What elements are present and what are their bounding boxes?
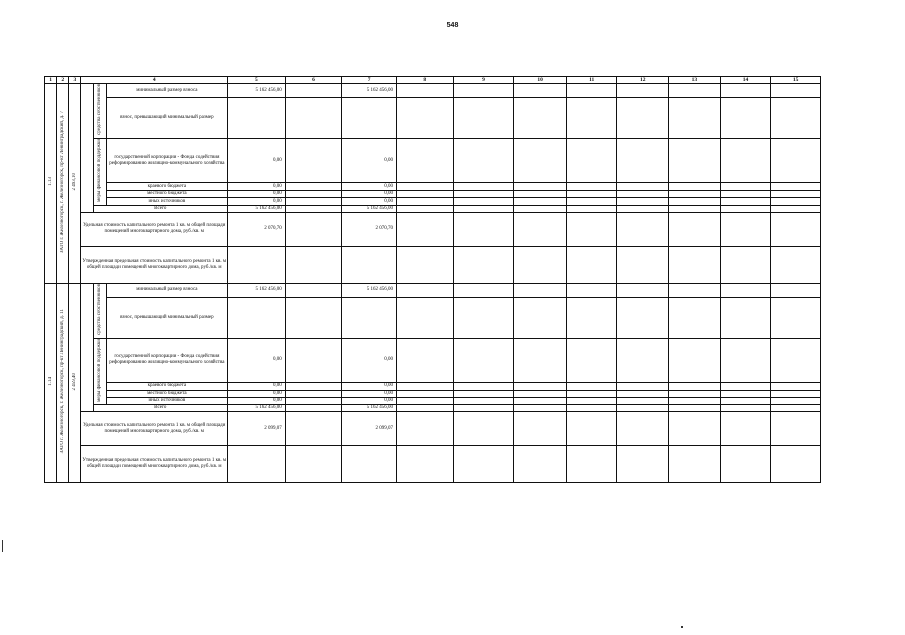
col-header: 3 (69, 77, 81, 84)
empty-cell (720, 205, 771, 212)
empty-cell (669, 190, 721, 197)
empty-cell (396, 446, 453, 483)
empty-cell (396, 246, 453, 283)
empty-cell (669, 183, 721, 190)
empty-cell (617, 446, 669, 483)
funding-spacer (81, 283, 93, 412)
value-col5 (228, 297, 286, 338)
empty-cell (514, 405, 567, 412)
funding-spacer (81, 84, 93, 213)
value-col7: 5 162 456,00 (342, 84, 397, 98)
block-row (45, 84, 821, 98)
empty-cell (453, 412, 514, 446)
own-funds-group: средства собственников (96, 283, 102, 335)
empty-cell (771, 84, 821, 98)
empty-cell (771, 98, 821, 139)
empty-cell (617, 246, 669, 283)
row-label-fund: государственной корпорации - Фонда содействия реформированию жилищно-коммунального хозяйства (106, 338, 227, 383)
empty-cell (453, 212, 514, 246)
column-number-row (45, 77, 821, 84)
own-funds-group-cell (93, 283, 106, 338)
block-row (45, 183, 821, 190)
block-row (45, 383, 821, 390)
empty-cell (396, 84, 453, 98)
empty-cell (771, 138, 821, 183)
empty-cell (453, 405, 514, 412)
empty-cell (453, 84, 514, 98)
value-col7 (342, 446, 397, 483)
empty-cell (285, 198, 342, 205)
empty-cell (669, 246, 721, 283)
empty-cell (669, 405, 721, 412)
empty-cell (514, 297, 567, 338)
value-col7: 5 162 456,00 (342, 405, 397, 412)
col-header: 1 (45, 77, 57, 84)
empty-cell (514, 212, 567, 246)
value-col5: 0,00 (228, 183, 286, 190)
empty-cell (771, 338, 821, 383)
empty-cell (566, 283, 617, 297)
value-col5: 0,00 (228, 390, 286, 397)
support-group-cell (93, 138, 106, 205)
value-col7: 5 162 456,00 (342, 283, 397, 297)
empty-cell (396, 398, 453, 405)
empty-cell (396, 212, 453, 246)
value-col7: 0,00 (342, 398, 397, 405)
empty-cell (396, 138, 453, 183)
empty-cell (720, 198, 771, 205)
empty-cell (771, 246, 821, 283)
empty-cell (396, 390, 453, 397)
empty-cell (514, 205, 567, 212)
value-col7: 0,00 (342, 390, 397, 397)
empty-cell (617, 405, 669, 412)
block-row (45, 138, 821, 183)
value-col7 (342, 246, 397, 283)
block-row (45, 297, 821, 338)
empty-cell (453, 190, 514, 197)
empty-cell (617, 297, 669, 338)
house-address: ЗАТО г. Железногорск, г. Железногорск, пр-кт Ленинградский, д. 11 (59, 309, 65, 454)
empty-cell (514, 98, 567, 139)
row-label-min_fee: минимальный размер взноса (106, 84, 227, 98)
empty-cell (514, 246, 567, 283)
empty-cell (514, 390, 567, 397)
empty-cell (514, 383, 567, 390)
row-label-local: местного бюджета (106, 390, 227, 397)
empty-cell (285, 190, 342, 197)
empty-cell (771, 398, 821, 405)
empty-cell (285, 338, 342, 383)
value-col5: 0,00 (228, 398, 286, 405)
empty-cell (617, 190, 669, 197)
col-header: 5 (228, 77, 286, 84)
empty-cell (514, 283, 567, 297)
value-col7: 0,00 (342, 183, 397, 190)
value-col5: 5 162 456,00 (228, 84, 286, 98)
empty-cell (617, 84, 669, 98)
empty-cell (566, 338, 617, 383)
support-group: меры финансовой поддержки (96, 338, 102, 402)
empty-cell (617, 205, 669, 212)
row-label-fund: государственной корпорации - Фонда содействия реформированию жилищно-коммунального хозяйства (106, 138, 227, 183)
empty-cell (617, 390, 669, 397)
empty-cell (396, 283, 453, 297)
empty-cell (285, 412, 342, 446)
value-col5: 2 070,70 (228, 212, 286, 246)
block-row (45, 246, 821, 283)
value-col5: 0,00 (228, 383, 286, 390)
empty-cell (514, 412, 567, 446)
empty-cell (285, 405, 342, 412)
value-col7: 5 162 456,00 (342, 205, 397, 212)
empty-cell (617, 338, 669, 383)
empty-cell (396, 183, 453, 190)
empty-cell (669, 283, 721, 297)
empty-cell (617, 412, 669, 446)
col-header: 2 (57, 77, 69, 84)
empty-cell (566, 212, 617, 246)
empty-cell (720, 398, 771, 405)
item-number-cell (45, 283, 57, 483)
empty-cell (285, 283, 342, 297)
block-row (45, 283, 821, 297)
empty-cell (771, 405, 821, 412)
empty-cell (285, 446, 342, 483)
value-col7 (342, 98, 397, 139)
value-col5: 5 162 456,00 (228, 283, 286, 297)
empty-cell (720, 338, 771, 383)
empty-cell (771, 198, 821, 205)
empty-cell (720, 84, 771, 98)
capital-repair-table (44, 76, 821, 483)
empty-cell (396, 383, 453, 390)
row-label-excess_fee: взнос, превышающий минимальный размер (106, 297, 227, 338)
address-cell (57, 84, 69, 284)
empty-cell (514, 198, 567, 205)
empty-cell (771, 183, 821, 190)
value-col7: 2 099,07 (342, 412, 397, 446)
empty-cell (453, 205, 514, 212)
block-row (45, 205, 821, 212)
row-label-min_fee: минимальный размер взноса (106, 283, 227, 297)
empty-cell (720, 98, 771, 139)
col-header: 8 (396, 77, 453, 84)
block-row (45, 98, 821, 139)
row-label-local: местного бюджета (106, 190, 227, 197)
empty-cell (453, 198, 514, 205)
empty-cell (669, 98, 721, 139)
col-header: 13 (669, 77, 721, 84)
empty-cell (285, 84, 342, 98)
support-group-cell (93, 338, 106, 405)
value-col5: 0,00 (228, 190, 286, 197)
empty-cell (453, 138, 514, 183)
empty-cell (617, 398, 669, 405)
support-group: меры финансовой поддержки (96, 138, 102, 202)
row-label-total: Всего (93, 205, 228, 212)
row-label-excess_fee: взнос, превышающий минимальный размер (106, 98, 227, 139)
own-funds-group-cell (93, 84, 106, 139)
col-header: 15 (771, 77, 821, 84)
empty-cell (669, 338, 721, 383)
row-label-specific_cost: Удельная стоимость капитального ремонта 1 кв. м общей площади помещений многоквартирного дома, руб./кв. м (81, 412, 228, 446)
col-header: 4 (81, 77, 228, 84)
block-row (45, 398, 821, 405)
empty-cell (453, 338, 514, 383)
empty-cell (617, 198, 669, 205)
empty-cell (285, 183, 342, 190)
empty-cell (617, 383, 669, 390)
empty-cell (720, 390, 771, 397)
row-label-max_cost: Утвержденная предельная стоимость капитального ремонта 1 кв. м общей площади помещений многоквартирного дома, руб./кв. м (81, 246, 228, 283)
value-col7: 0,00 (342, 138, 397, 183)
empty-cell (720, 405, 771, 412)
empty-cell (514, 190, 567, 197)
col-header: 10 (514, 77, 567, 84)
empty-cell (396, 205, 453, 212)
empty-cell (669, 297, 721, 338)
empty-cell (566, 198, 617, 205)
empty-cell (453, 98, 514, 139)
house-area: 2 493,10 (71, 173, 77, 191)
empty-cell (669, 212, 721, 246)
empty-cell (720, 183, 771, 190)
value-col7: 2 070,70 (342, 212, 397, 246)
block-row (45, 212, 821, 246)
empty-cell (285, 212, 342, 246)
empty-cell (617, 98, 669, 139)
value-col5: 5 162 456,00 (228, 405, 286, 412)
area-cell (69, 84, 81, 284)
item-number: 1.14 (47, 377, 53, 386)
empty-cell (285, 98, 342, 139)
row-label-regional: краевого бюджета (106, 183, 227, 190)
house-area: 2 459,40 (71, 372, 77, 391)
empty-cell (669, 138, 721, 183)
empty-cell (396, 338, 453, 383)
empty-cell (617, 183, 669, 190)
empty-cell (566, 383, 617, 390)
empty-cell (669, 198, 721, 205)
block-row (45, 412, 821, 446)
value-col5 (228, 98, 286, 139)
value-col7: 0,00 (342, 383, 397, 390)
empty-cell (566, 412, 617, 446)
empty-cell (669, 398, 721, 405)
empty-cell (771, 212, 821, 246)
empty-cell (617, 138, 669, 183)
empty-cell (720, 446, 771, 483)
block-row (45, 338, 821, 383)
empty-cell (720, 212, 771, 246)
empty-cell (566, 297, 617, 338)
scan-mark (2, 540, 3, 552)
col-header: 12 (617, 77, 669, 84)
empty-cell (566, 183, 617, 190)
row-label-regional: краевого бюджета (106, 383, 227, 390)
value-col5: 0,00 (228, 338, 286, 383)
item-number-cell (45, 84, 57, 284)
empty-cell (285, 390, 342, 397)
col-header: 9 (453, 77, 514, 84)
empty-cell (285, 138, 342, 183)
address-cell (57, 283, 69, 483)
empty-cell (453, 390, 514, 397)
empty-cell (566, 84, 617, 98)
empty-cell (566, 190, 617, 197)
empty-cell (617, 212, 669, 246)
page-number: 548 (446, 22, 459, 29)
empty-cell (720, 246, 771, 283)
empty-cell (720, 383, 771, 390)
empty-cell (453, 283, 514, 297)
empty-cell (771, 297, 821, 338)
empty-cell (771, 390, 821, 397)
empty-cell (285, 205, 342, 212)
empty-cell (720, 283, 771, 297)
empty-cell (453, 246, 514, 283)
empty-cell (669, 412, 721, 446)
value-col7: 0,00 (342, 338, 397, 383)
value-col7: 0,00 (342, 190, 397, 197)
item-number: 1.13 (47, 177, 53, 187)
empty-cell (396, 98, 453, 139)
col-header: 11 (566, 77, 617, 84)
value-col5 (228, 446, 286, 483)
empty-cell (566, 205, 617, 212)
empty-cell (396, 412, 453, 446)
empty-cell (771, 205, 821, 212)
empty-cell (720, 190, 771, 197)
empty-cell (514, 398, 567, 405)
block-row (45, 446, 821, 483)
empty-cell (566, 390, 617, 397)
value-col5: 2 099,07 (228, 412, 286, 446)
col-header: 14 (720, 77, 771, 84)
empty-cell (514, 138, 567, 183)
empty-cell (514, 338, 567, 383)
empty-cell (771, 446, 821, 483)
empty-cell (720, 297, 771, 338)
row-label-total: Всего (93, 405, 228, 412)
row-label-other: иных источников (106, 198, 227, 205)
row-label-max_cost: Утвержденная предельная стоимость капитального ремонта 1 кв. м общей площади помещений многоквартирного дома, руб./кв. м (81, 446, 228, 483)
empty-cell (453, 446, 514, 483)
block-row (45, 405, 821, 412)
empty-cell (453, 383, 514, 390)
empty-cell (285, 297, 342, 338)
empty-cell (453, 398, 514, 405)
empty-cell (566, 398, 617, 405)
empty-cell (566, 446, 617, 483)
empty-cell (566, 138, 617, 183)
empty-cell (566, 98, 617, 139)
empty-cell (669, 383, 721, 390)
col-header: 7 (342, 77, 397, 84)
value-col5 (228, 246, 286, 283)
empty-cell (771, 283, 821, 297)
empty-cell (514, 84, 567, 98)
empty-cell (396, 297, 453, 338)
block-row (45, 198, 821, 205)
empty-cell (285, 246, 342, 283)
empty-cell (566, 405, 617, 412)
empty-cell (617, 283, 669, 297)
own-funds-group: средства собственников (96, 84, 102, 135)
empty-cell (396, 190, 453, 197)
empty-cell (514, 183, 567, 190)
value-col5: 0,00 (228, 138, 286, 183)
row-label-other: иных источников (106, 398, 227, 405)
area-cell (69, 283, 81, 483)
empty-cell (669, 390, 721, 397)
block-row (45, 390, 821, 397)
empty-cell (514, 446, 567, 483)
empty-cell (669, 84, 721, 98)
empty-cell (771, 383, 821, 390)
value-col7: 0,00 (342, 198, 397, 205)
row-label-specific_cost: Удельная стоимость капитального ремонта 1 кв. м общей площади помещений многоквартирного дома, руб./кв. м (81, 212, 228, 246)
house-address: ЗАТО г. Железногорск, г. Железногорск, пр-кт Ленинградский, д. 7 (59, 110, 65, 253)
scan-dot (681, 626, 683, 628)
col-header: 6 (285, 77, 342, 84)
empty-cell (453, 183, 514, 190)
empty-cell (453, 297, 514, 338)
block-row (45, 190, 821, 197)
empty-cell (566, 246, 617, 283)
empty-cell (771, 412, 821, 446)
empty-cell (720, 138, 771, 183)
empty-cell (396, 405, 453, 412)
empty-cell (285, 383, 342, 390)
empty-cell (285, 398, 342, 405)
empty-cell (669, 205, 721, 212)
empty-cell (771, 190, 821, 197)
value-col7 (342, 297, 397, 338)
empty-cell (720, 412, 771, 446)
value-col5: 5 162 456,00 (228, 205, 286, 212)
empty-cell (396, 198, 453, 205)
value-col5: 0,00 (228, 198, 286, 205)
empty-cell (669, 446, 721, 483)
